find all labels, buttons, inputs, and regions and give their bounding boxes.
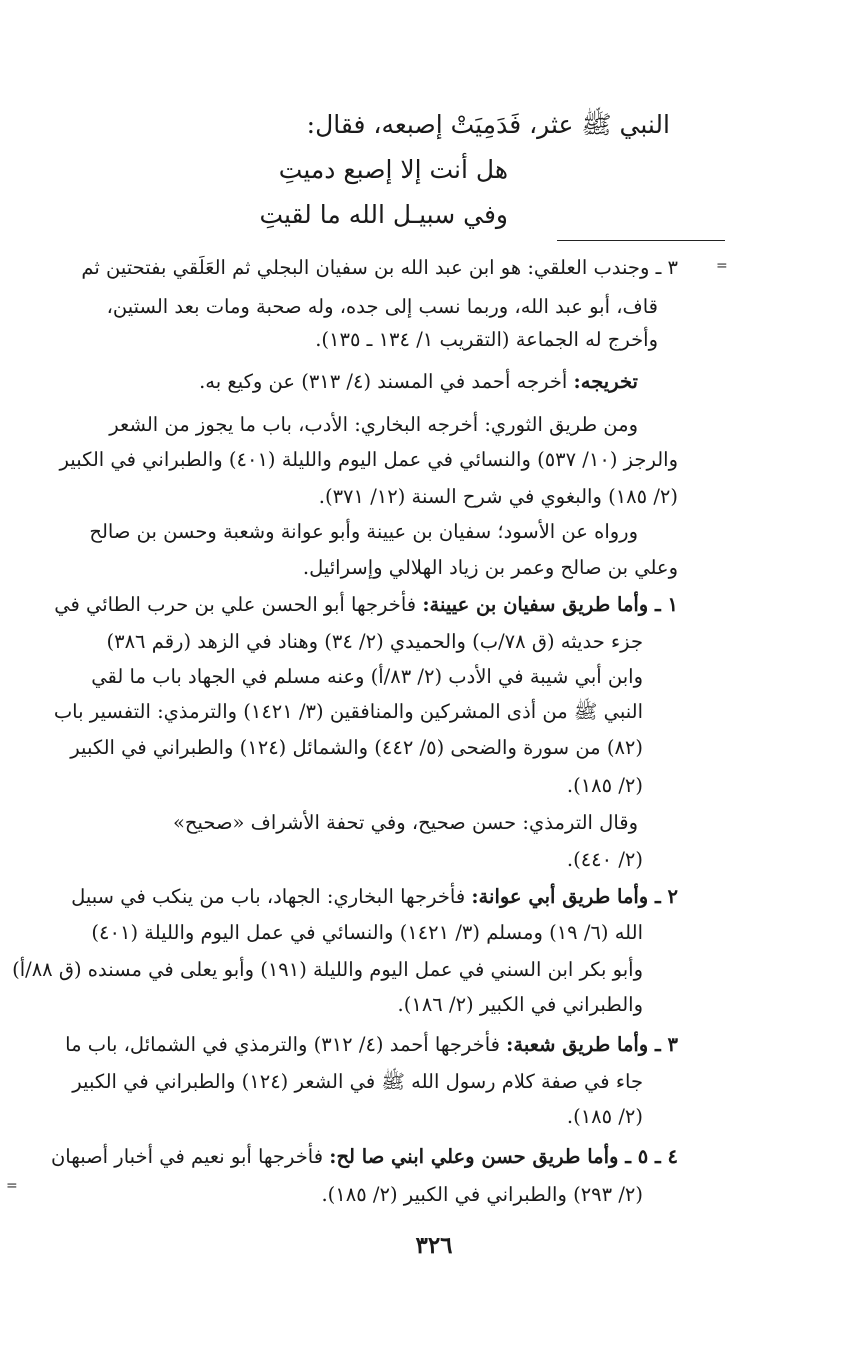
footnote-text: أخرجه أحمد في المسند (٤/ ٣١٣) عن وكيع به. <box>199 370 574 393</box>
label-section-2: ٢ ـ وأما طريق أبي عوانة: <box>471 885 678 908</box>
footnote-line <box>28 1137 678 1177</box>
footnote-line: (٢/ ٤٤٠). <box>566 848 643 871</box>
label-section-4-5: ٤ ـ ٥ ـ وأما طريق حسن وعلي ابني صا لح: <box>329 1145 678 1168</box>
footnote-line: وعلي بن صالح وعمر بن زياد الهلالي وإسرائيل. <box>302 556 678 579</box>
text-line: النبي ﷺ عثر، فَدَمِيَتْ إصبعه، فقال: <box>306 110 670 139</box>
footnote-line <box>28 877 678 917</box>
footnote-line <box>178 362 638 402</box>
footnote-separator <box>557 240 725 241</box>
footnote-line: وأبو بكر ابن السني في عمل اليوم والليلة (١٩١) وأبو يعلى في مسنده (ق ٨٨/أ) <box>12 958 643 981</box>
footnote-line <box>28 585 678 625</box>
footnote-line: (٢/ ١٨٥) والبغوي في شرح السنة (١٢/ ٣٧١). <box>318 485 678 508</box>
footnote-text: فأخرجها أحمد (٤/ ٣١٢) والترمذي في الشمائل، باب ما <box>65 1033 507 1056</box>
footnote-text: فأخرجها البخاري: الجهاد، باب من ينكب في سبيل <box>71 885 472 908</box>
footnote-line: (٨٢) من سورة والضحى (٥/ ٤٤٢) والشمائل (١٢٤) والطبراني في الكبير <box>70 736 643 759</box>
poetry-verse: وفي سبيـل الله ما لقيتِ <box>259 200 508 229</box>
footnote-line: قاف، أبو عبد الله، وربما نسب إلى جده، وله صحبة ومات بعد الستين، <box>106 295 658 318</box>
footnote-line: والرجز (١٠/ ٥٣٧) والنسائي في عمل اليوم والليلة (٤٠١) والطبراني في الكبير <box>59 448 678 471</box>
footnote-line: (٢/ ١٨٥). <box>566 1105 643 1128</box>
label-section-3: ٣ ـ وأما طريق شعبة: <box>506 1033 678 1056</box>
footnote-line: الله (٦/ ١٩) ومسلم (٣/ ١٤٢١) والنسائي في عمل اليوم والليلة (٤٠١) <box>91 921 643 944</box>
page-number: ٣٢٦ <box>415 1232 453 1259</box>
footnote-line: النبي ﷺ من أذى المشركين والمنافقين (٣/ ١٤٢١) والترمذي: التفسير باب <box>53 700 643 723</box>
footnote-line: جاء في صفة كلام رسول الله ﷺ في الشعر (١٢٤) والطبراني في الكبير <box>72 1070 643 1093</box>
footnote-line <box>28 1025 678 1065</box>
footnote-line: (٢/ ٢٩٣) والطبراني في الكبير (٢/ ١٨٥). <box>321 1183 643 1206</box>
footnote-line: جزء حديثه (ق ٧٨/ب) والحميدي (٢/ ٣٤) وهناد في الزهد (رقم ٣٨٦) <box>106 630 643 653</box>
footnote-text: فأخرجها أبو نعيم في أخبار أصبهان <box>50 1145 330 1168</box>
footnote-line: وأخرج له الجماعة (التقريب ١/ ١٣٤ ـ ١٣٥). <box>315 328 658 351</box>
footnote-text: فأخرجها أبو الحسن علي بن حرب الطائي في <box>54 593 423 616</box>
label-takhrij: تخريجه: <box>573 370 638 393</box>
footnote-line: والطبراني في الكبير (٢/ ١٨٦). <box>397 993 643 1016</box>
poetry-verse: هل أنت إلا إصبع دميتِ <box>278 155 508 184</box>
margin-mark: = <box>716 258 728 274</box>
footnote-line: ومن طريق الثوري: أخرجه البخاري: الأدب، باب ما يجوز من الشعر <box>109 413 638 436</box>
footnote-line: ٣ ـ وجندب العلقي: هو ابن عبد الله بن سفيان البجلي ثم العَلَقي بفتحتين ثم <box>81 256 678 279</box>
footnote-line: وابن أبي شيبة في الأدب (٢/ ٨٣/أ) وعنه مسلم في الجهاد باب ما لقي <box>91 665 643 688</box>
footnote-line: وقال الترمذي: حسن صحيح، وفي تحفة الأشراف «صحيح» <box>172 811 638 834</box>
margin-mark: = <box>6 1178 18 1194</box>
label-section-1: ١ ـ وأما طريق سفيان بن عيينة: <box>422 593 678 616</box>
footnote-line: (٢/ ١٨٥). <box>566 774 643 797</box>
footnote-line: ورواه عن الأسود؛ سفيان بن عيينة وأبو عوانة وشعبة وحسن بن صالح <box>89 520 638 543</box>
